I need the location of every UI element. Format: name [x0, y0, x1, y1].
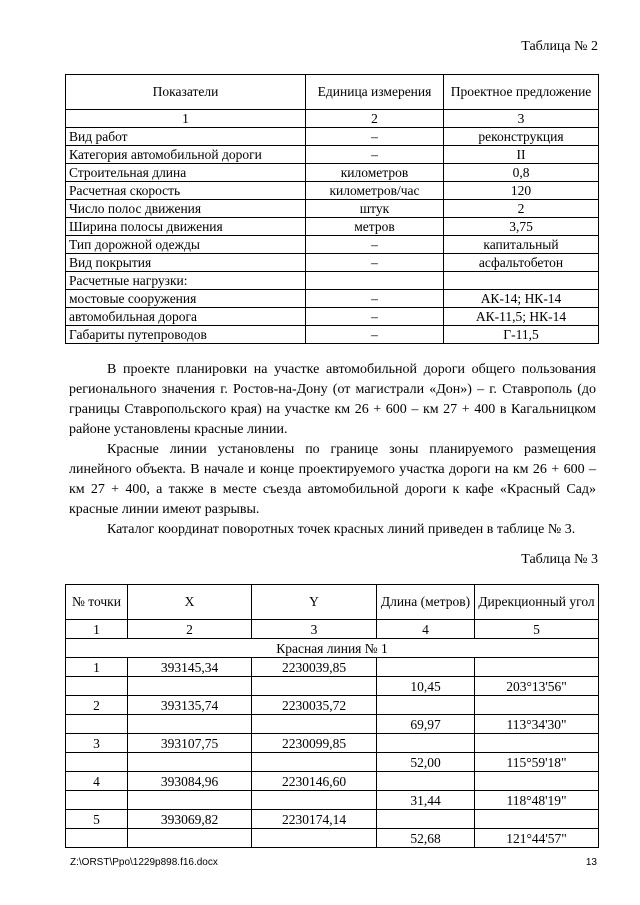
empty-cell: [475, 772, 599, 791]
value-cell: АК-14; НК-14: [444, 290, 599, 308]
empty-cell: [377, 772, 475, 791]
angle-cell: 121°44'57": [475, 829, 599, 848]
table-row: [66, 200, 599, 218]
table2-caption: Таблица № 2: [521, 39, 598, 54]
empty-cell: [252, 677, 377, 696]
length-cell: 52,68: [377, 829, 475, 848]
header-indicators: Показатели: [66, 75, 306, 110]
empty-cell: [252, 753, 377, 772]
point-number-cell: 5: [66, 810, 128, 829]
indicator-cell: Строительная длина: [66, 164, 306, 182]
indicator-cell: Расчетные нагрузки:: [66, 272, 306, 290]
y-cell: 2230146,60: [252, 772, 377, 791]
length-cell: 31,44: [377, 791, 475, 810]
empty-cell: [475, 658, 599, 677]
angle-cell: 203°13'56": [475, 677, 599, 696]
paragraph: В проекте планировки на участке автомобильной дороги общего пользования регионального значения г. Ростов-на-Дону (от магистрали «Дон») – г. Ставрополь (до границы Ставропольского края) на участке км 26 + 600 – км 27 + 400 в Кагальницком районе установлены красные линии.: [69, 362, 596, 437]
column-number: 1: [66, 620, 128, 639]
unit-cell: [306, 272, 444, 290]
x-cell: 393145,34: [128, 658, 252, 677]
empty-cell: [475, 734, 599, 753]
table-row: [66, 715, 599, 734]
table-row: [66, 753, 599, 772]
angle-cell: 115°59'18": [475, 753, 599, 772]
header-length: Длина (метров): [377, 585, 475, 620]
empty-cell: [252, 829, 377, 848]
table-row: [66, 810, 599, 829]
table-row: [66, 218, 599, 236]
indicator-cell: Ширина полосы движения: [66, 218, 306, 236]
length-cell: 69,97: [377, 715, 475, 734]
value-cell: 120: [444, 182, 599, 200]
length-cell: 52,00: [377, 753, 475, 772]
indicator-cell: Число полос движения: [66, 200, 306, 218]
table-row: [66, 146, 599, 164]
empty-cell: [128, 829, 252, 848]
unit-cell: штук: [306, 200, 444, 218]
paragraph: Красные линии установлены по границе зоны планируемого размещения линейного объекта. В начале и конце проектируемого участка дороги на км 26 + 600 – км 27 + 400, а также в месте съезда автомобильной дороги к кафе «Красный Сад» красные линии имеют разрывы.: [69, 442, 596, 517]
indicator-cell: Категория автомобильной дороги: [66, 146, 306, 164]
empty-cell: [377, 734, 475, 753]
empty-cell: [252, 715, 377, 734]
indicator-cell: Вид работ: [66, 128, 306, 146]
column-number: 1: [66, 110, 306, 128]
section-title: Красная линия № 1: [66, 639, 599, 658]
page-number: 13: [585, 857, 597, 868]
unit-cell: километров/час: [306, 182, 444, 200]
empty-cell: [128, 753, 252, 772]
length-cell: 10,45: [377, 677, 475, 696]
header-unit: Единица измерения: [306, 75, 444, 110]
indicator-cell: автомобильная дорога: [66, 308, 306, 326]
table-row: [66, 658, 599, 677]
point-number-cell: 1: [66, 658, 128, 677]
indicator-cell: Вид покрытия: [66, 254, 306, 272]
body-text: [69, 360, 596, 540]
angle-cell: 118°48'19": [475, 791, 599, 810]
unit-cell: метров: [306, 218, 444, 236]
unit-cell: –: [306, 128, 444, 146]
table-row: [66, 236, 599, 254]
y-cell: 2230039,85: [252, 658, 377, 677]
point-number-cell: 2: [66, 696, 128, 715]
empty-cell: [475, 810, 599, 829]
y-cell: 2230099,85: [252, 734, 377, 753]
table-row: [66, 791, 599, 810]
table-row: [66, 829, 599, 848]
table-row: [66, 696, 599, 715]
header-proposal: Проектное предложение: [444, 75, 599, 110]
table-row: [66, 734, 599, 753]
value-cell: II: [444, 146, 599, 164]
table-row: [66, 308, 599, 326]
indicator-cell: Тип дорожной одежды: [66, 236, 306, 254]
table-row: [66, 290, 599, 308]
point-number-cell: 3: [66, 734, 128, 753]
unit-cell: –: [306, 236, 444, 254]
table-row: [66, 254, 599, 272]
value-cell: реконструкция: [444, 128, 599, 146]
header-point-number: № точки: [66, 585, 128, 620]
column-number: 2: [128, 620, 252, 639]
table-row: [66, 326, 599, 344]
value-cell: капитальный: [444, 236, 599, 254]
column-number: 2: [306, 110, 444, 128]
table-row: [66, 677, 599, 696]
empty-cell: [66, 677, 128, 696]
indicator-cell: Габариты путепроводов: [66, 326, 306, 344]
header-angle: Дирекционный угол: [475, 585, 599, 620]
empty-cell: [377, 658, 475, 677]
column-number: 5: [475, 620, 599, 639]
unit-cell: –: [306, 254, 444, 272]
table-row: [66, 128, 599, 146]
empty-cell: [475, 696, 599, 715]
table-row: [66, 772, 599, 791]
value-cell: 0,8: [444, 164, 599, 182]
value-cell: асфальтобетон: [444, 254, 599, 272]
value-cell: 2: [444, 200, 599, 218]
value-cell: 3,75: [444, 218, 599, 236]
column-number: 3: [252, 620, 377, 639]
empty-cell: [66, 715, 128, 734]
table3-caption: Таблица № 3: [521, 552, 598, 567]
empty-cell: [128, 677, 252, 696]
unit-cell: –: [306, 308, 444, 326]
unit-cell: –: [306, 290, 444, 308]
empty-cell: [66, 829, 128, 848]
unit-cell: –: [306, 326, 444, 344]
table-row: [66, 272, 599, 290]
value-cell: Г-11,5: [444, 326, 599, 344]
x-cell: 393107,75: [128, 734, 252, 753]
empty-cell: [128, 791, 252, 810]
unit-cell: километров: [306, 164, 444, 182]
y-cell: 2230035,72: [252, 696, 377, 715]
angle-cell: 113°34'30": [475, 715, 599, 734]
column-number: 3: [444, 110, 599, 128]
point-number-cell: 4: [66, 772, 128, 791]
empty-cell: [128, 715, 252, 734]
empty-cell: [377, 696, 475, 715]
y-cell: 2230174,14: [252, 810, 377, 829]
value-cell: [444, 272, 599, 290]
empty-cell: [252, 791, 377, 810]
unit-cell: –: [306, 146, 444, 164]
x-cell: 393135,74: [128, 696, 252, 715]
road-parameters-table: [65, 74, 599, 344]
header-y: Y: [252, 585, 377, 620]
empty-cell: [66, 791, 128, 810]
footer-file-path: Z:\ORST\Ppo\1229p898.f16.docx: [70, 857, 218, 868]
paragraph: Каталог координат поворотных точек красных линий приведен в таблице № 3.: [107, 522, 576, 537]
empty-cell: [66, 753, 128, 772]
value-cell: АК-11,5; НК-14: [444, 308, 599, 326]
indicator-cell: Расчетная скорость: [66, 182, 306, 200]
indicator-cell: мостовые сооружения: [66, 290, 306, 308]
header-x: X: [128, 585, 252, 620]
x-cell: 393069,82: [128, 810, 252, 829]
empty-cell: [377, 810, 475, 829]
table-row: [66, 164, 599, 182]
column-number: 4: [377, 620, 475, 639]
red-line-coordinates-table: [65, 584, 599, 848]
table-row: [66, 182, 599, 200]
x-cell: 393084,96: [128, 772, 252, 791]
